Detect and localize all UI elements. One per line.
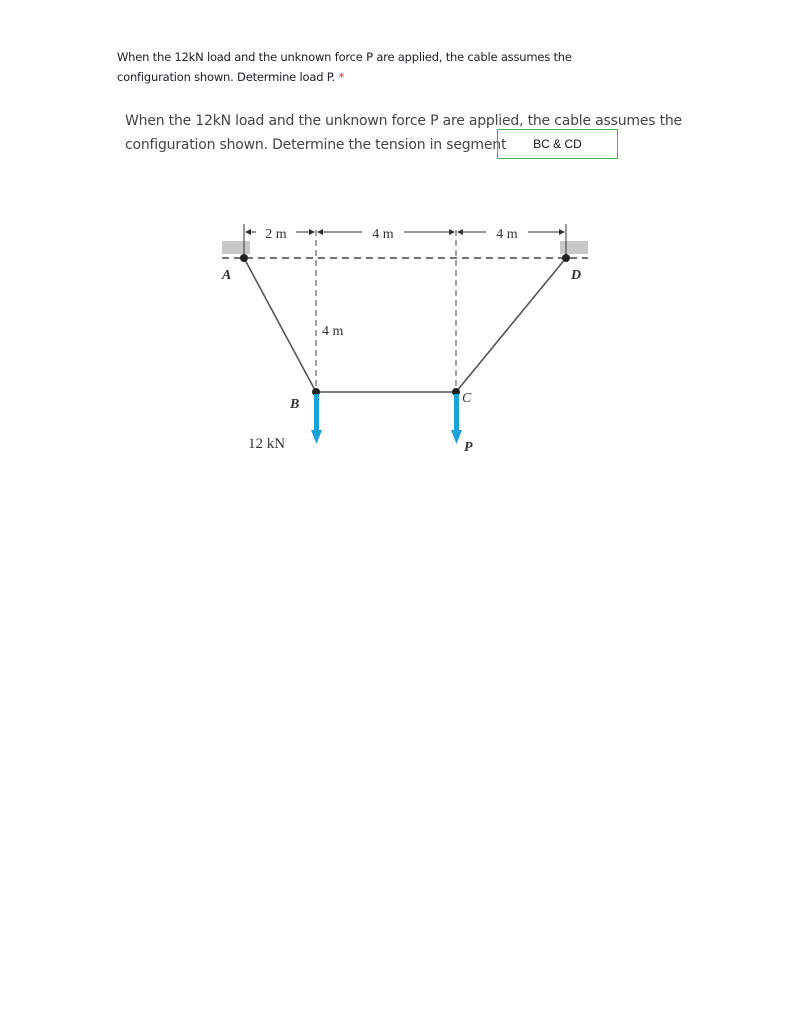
point-label-a: A — [222, 268, 232, 283]
load-label-c: P — [464, 440, 473, 455]
question-2-line-2: configuration shown. Determine the tension in segment — [125, 137, 507, 153]
support-d — [560, 241, 588, 254]
point-label-c: C — [462, 391, 472, 406]
point-label-b: B — [290, 397, 300, 412]
cable — [244, 258, 566, 392]
point-label-d: D — [571, 268, 582, 283]
load-arrow-c-head — [451, 430, 462, 444]
question-1-line-2: configuration shown. Determine load P. — [117, 70, 336, 84]
dimension-label-4m-right: 4 m — [496, 227, 518, 242]
required-mark: * — [338, 70, 345, 84]
load-label-b: 12 kN — [248, 436, 286, 452]
node-a — [240, 254, 248, 262]
question-1-line-1: When the 12kN load and the unknown force P are applied, the cable assumes the — [117, 50, 572, 64]
question-2-line-1: When the 12kN load and the unknown force P are applied, the cable assumes the — [125, 113, 682, 129]
support-a — [222, 241, 250, 254]
answer-text: BC & CD — [533, 137, 582, 151]
dimension-label-4m-middle: 4 m — [372, 227, 394, 242]
dimension-label-2m: 2 m — [265, 227, 287, 242]
dimension-label-vertical-4m: 4 m — [322, 324, 344, 339]
node-d — [562, 254, 570, 262]
load-arrow-c-shaft — [454, 394, 459, 432]
load-arrow-b-shaft — [314, 394, 319, 432]
load-arrow-b-head — [311, 430, 322, 444]
